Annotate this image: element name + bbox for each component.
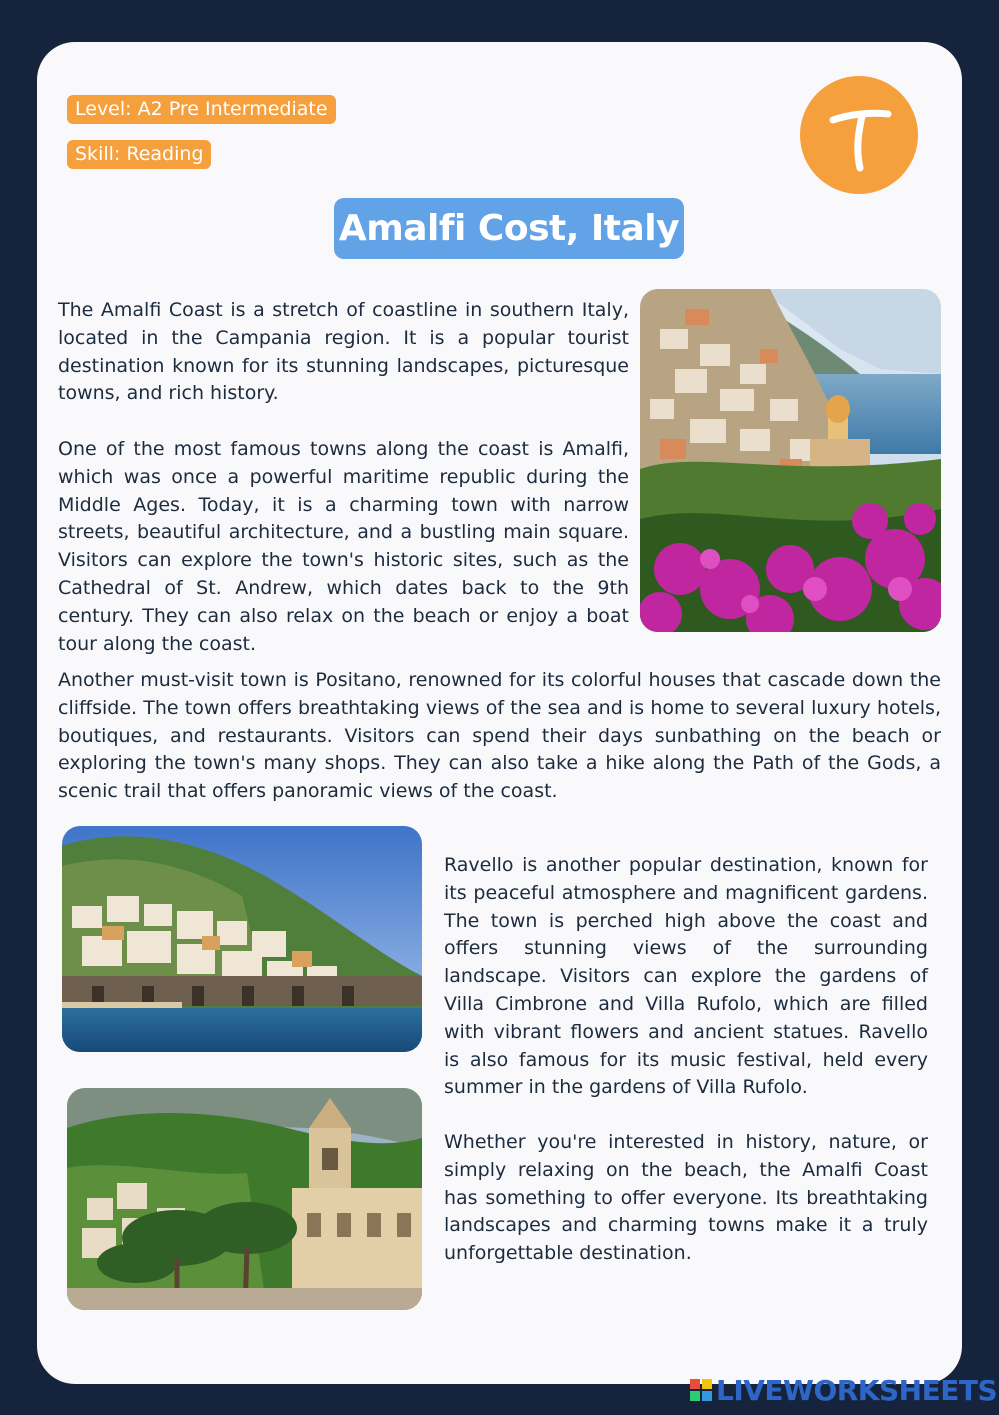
liveworksheets-watermark (690, 1375, 997, 1405)
watermark-text: LIVEWORKSHEETS (716, 1373, 998, 1407)
paragraph-positano: Another must-visit town is Positano, renowned for its colorful houses that cascade down the cliffside. The town offers breathtaking views of the sea and is home to several luxury hotels, boutiques, and restaurants. Visitors can spend their days sunbathing on the beach or exploring the town's many shops. They can also take a hike along the Path of the Gods, a scenic trail that offers panoramic views of the coast. (58, 669, 941, 803)
level-tag: Level: A2 Pre Intermediate (67, 95, 336, 124)
positano-photo (640, 289, 941, 632)
brand-logo (800, 76, 918, 194)
page-title: Amalfi Cost, Italy (334, 198, 684, 259)
amalfi-town-photo (62, 826, 422, 1052)
cathedral-square-photo (67, 1088, 422, 1310)
paragraph-intro: The Amalfi Coast is a stretch of coastline in southern Italy, located in the Campania region. It is a popular tourist destination known for its stunning landscapes, picturesque towns, and rich history. (58, 299, 629, 405)
liveworksheets-logo-icon (690, 1379, 712, 1401)
paragraph-closing: Whether you're interested in history, nature, or simply relaxing on the beach, the Amalfi Coast has something to offer everyone. Its breathtaking landscapes and charming towns make it a truly unforgettable destination. (444, 1131, 928, 1265)
worksheet-card (37, 42, 962, 1384)
skill-tag: Skill: Reading (67, 140, 211, 169)
letter-t-icon (800, 76, 918, 194)
paragraph-ravello: Ravello is another popular destination, known for its peaceful atmosphere and magnificent gardens. The town is perched high above the coast and offers stunning views of the surrounding landscape. Visitors can explore the gardens of Villa Cimbrone and Villa Rufolo, which are filled with vibrant flowers and ancient statues. Ravello is also famous for its music festival, held every summer in the gardens of Villa Rufolo. (444, 854, 928, 1099)
paragraph-amalfi: One of the most famous towns along the coast is Amalfi, which was once a powerful maritime republic during the Middle Ages. Today, it is a charming town with narrow streets, beautiful architecture, and a bustling main square. Visitors can explore the town's historic sites, such as the Cathedral of St. Andrew, which dates back to the 9th century. They can also relax on the beach or enjoy a boat tour along the coast. (58, 438, 629, 655)
